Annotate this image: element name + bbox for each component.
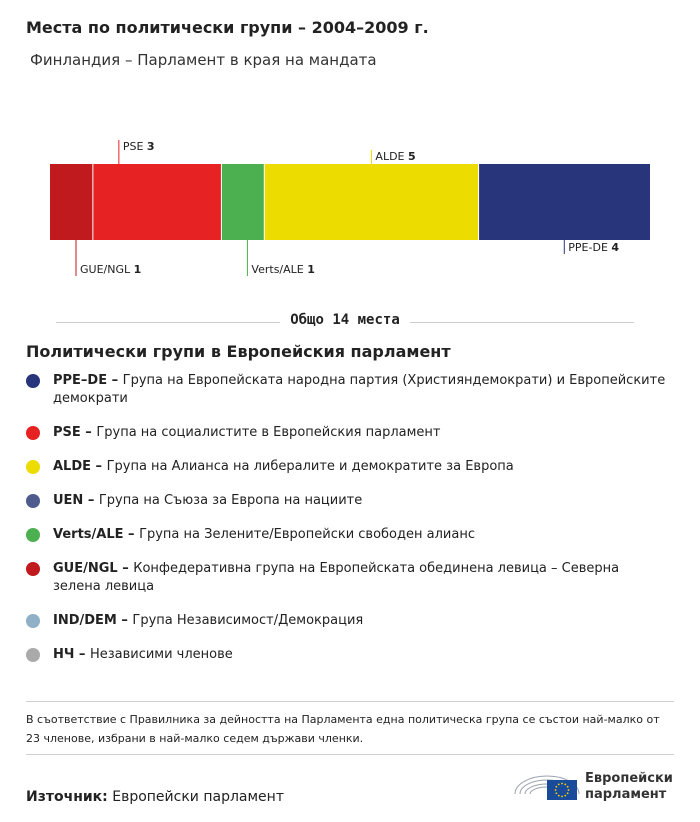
legend-item [26,458,666,476]
legend-item [26,560,666,596]
total-seats-label: Общо 14 места [280,312,410,328]
legend-color-dot [26,562,40,576]
divider-top [26,701,674,702]
logo-text [585,771,673,803]
legend-color-dot [26,494,40,508]
eu-star [555,789,557,791]
eu-star [555,786,557,788]
legend-item [26,612,666,630]
legend-text: Група на Алианса на либералите и демократите за Европа [106,459,514,474]
legend-text: Група на Зелените/Европейски свободен алианс [139,527,475,542]
source-value: Европейски парламент [112,789,284,805]
data-label-gue-ngl: GUE/NGL 1 [80,263,142,276]
legend-abbr: НЧ – [53,647,90,662]
legend-abbr: GUE/NGL – [53,561,134,576]
total-seats [56,312,634,332]
eu-star [567,792,569,794]
legend-color-dot [26,648,40,662]
source-label: Източник: [26,789,108,805]
eu-star [558,783,560,785]
data-label-verts-ale: Verts/ALE 1 [251,263,315,276]
bar-segment-ppe-de [479,164,650,240]
legend-item [26,646,666,664]
data-label-alde: ALDE 5 [375,150,416,163]
legend-text: Група на Европейската народна партия (Християндемократи) и Европейските демократи [53,373,666,406]
legend-abbr: ALDE – [53,459,107,474]
eu-star [561,796,563,798]
legend-color-dot [26,426,40,440]
legend [26,372,666,680]
eu-star [558,795,560,797]
legend-item [26,372,666,408]
divider-bottom [26,754,674,755]
legend-text: Независими членове [89,647,233,662]
legend-item [26,424,666,442]
eu-star [564,783,566,785]
legend-abbr: PPE–DE – [53,373,123,388]
legend-abbr: IND/DEM – [53,613,133,628]
legend-abbr: UEN – [53,493,99,508]
bar-segment-pse [93,164,222,240]
logo-text-line2: парламент [585,787,667,802]
seats-bar-chart [0,130,700,290]
eu-star [564,795,566,797]
logo-text-line1: Европейски [585,771,673,786]
chart-subtitle: Финландия – Парламент в края на мандата [30,51,377,69]
legend-text: Група Независимост/Демокрация [132,613,364,628]
legend-color-dot [26,374,40,388]
legend-item [26,492,666,510]
data-label-pse: PSE 3 [122,140,155,153]
legend-color-dot [26,614,40,628]
bar-segment-verts-ale [221,164,264,240]
legend-abbr: PSE – [53,425,97,440]
legend-abbr: Verts/ALE – [53,527,140,542]
bar-segment-gue-ngl [50,164,93,240]
eu-star [555,792,557,794]
data-label-ppe-de: PPE-DE 4 [568,241,620,254]
legend-title: Политически групи в Европейския парламент [26,342,451,361]
bar-segment-alde [264,164,478,240]
legend-color-dot [26,460,40,474]
rules-note: В съответствие с Правилника за дейността на Парламента една политическа група се състои най-малко от 23 членове, избрани в най-малко седем държави членки. [26,713,660,745]
legend-item [26,526,666,544]
source [26,789,284,805]
legend-text: Група на социалистите в Европейския парламент [96,425,441,440]
eu-star [561,783,563,785]
legend-color-dot [26,528,40,542]
eu-star [567,786,569,788]
chart-title: Места по политически групи – 2004–2009 г. [26,18,429,37]
legend-text: Група на Съюза за Европа на нациите [98,493,363,508]
eu-star [568,789,570,791]
legend-text: Конфедеративна група на Европейската обединена левица – Северна зелена левица [53,561,620,594]
